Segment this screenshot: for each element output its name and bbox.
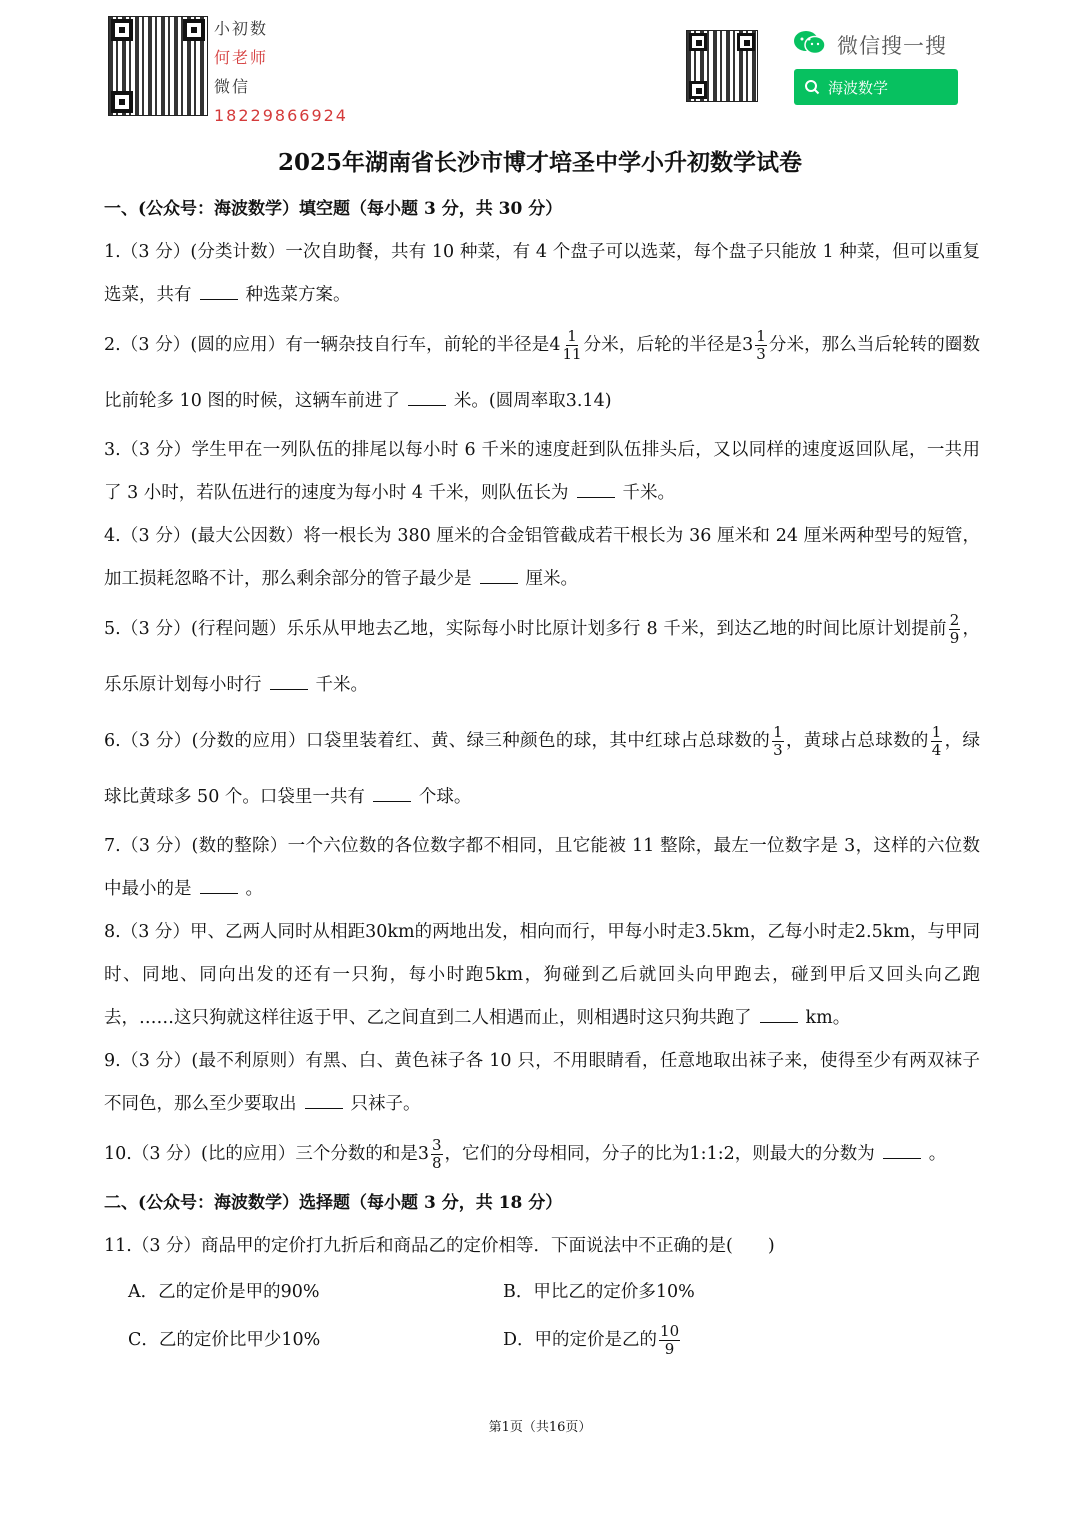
denominator: 11 [562, 345, 582, 363]
denominator: 4 [931, 741, 942, 759]
choice-options [104, 1268, 980, 1364]
answer-blank [883, 1157, 921, 1159]
section-heading: 二、(公众号：海波数学）选择题（每小题 3 分，共 18 分） [104, 1193, 563, 1213]
handwritten-contact [214, 14, 348, 130]
fraction [755, 328, 767, 363]
question-text: ，黄球占总球数的 [785, 731, 929, 751]
numerator: 1 [567, 327, 577, 345]
question-text: 2.（3 分）(圆的应用）有一辆杂技自行车，前轮的半径是 [104, 335, 550, 355]
fraction [772, 724, 784, 759]
question-tail: 千米。 [622, 483, 676, 503]
question-9 [104, 1040, 980, 1126]
question-7 [104, 825, 980, 911]
answer-blank [408, 404, 446, 406]
option-c: C．乙的定价比甲少10% [128, 1330, 321, 1350]
question-text: 9.（3 分）(最不利原则）有黑、白、黄色袜子各 10 只，不用眼睛看，任意地取出袜子来，使得至少有两双袜子不同色，那么至少要取出 [104, 1051, 980, 1114]
question-1 [104, 231, 980, 317]
question-text: 5.（3 分）(行程问题）乐乐从甲地去乙地，实际每小时比原计划多行 8 千米，到达乙地的时间比原计划提前 [104, 619, 947, 639]
question-text: 8.（3 分）甲、乙两人同时从相距30km的两地出发，相向而行，甲每小时走3.5km，乙每小时走2.5km，与甲同时、同地、同向出发的还有一只狗，每小时跑5km，狗碰到乙后就回头向甲跑去，碰到甲后又回头向乙跑去，……这只狗就这样往返于甲、乙之间直到二人相遇而止，则相遇时这只狗共跑了 [104, 922, 980, 1028]
option-b: B．甲比乙的定价多10% [503, 1282, 695, 1302]
whole-part: 3 [742, 335, 754, 355]
denominator: 9 [664, 1340, 675, 1358]
question-text: 3.（3 分）学生甲在一列队伍的排尾以每小时 6 千米的速度赶到队伍排头后，又以同样的速度返回队尾，一共用了 3 小时，若队伍进行的速度为每小时 4 千米，则队伍长为 [104, 440, 980, 503]
question-text: 分米，后轮的半径是 [583, 335, 743, 355]
handwriting-phone: 18229866924 [214, 106, 348, 125]
exam-content [104, 188, 980, 1364]
search-icon [804, 79, 820, 95]
fraction [659, 1323, 680, 1358]
question-text: ，乐乐原计划每小时行 [104, 619, 981, 695]
question-text: ，绿球比黄球多 50 个。口袋里一共有 [104, 731, 981, 807]
wechat-search-title: 微信搜一搜 [837, 34, 947, 58]
numerator: 1 [931, 723, 942, 741]
denominator: 3 [756, 345, 766, 363]
option-d [503, 1316, 903, 1364]
answer-blank [270, 688, 308, 690]
question-tail: 千米。 [315, 675, 368, 695]
question-tail: 米。(圆周率取3.14) [453, 391, 612, 411]
header [0, 14, 1080, 124]
answer-blank [305, 1107, 343, 1109]
question-8 [104, 911, 980, 1040]
handwriting-line: 何老师 [214, 48, 269, 67]
whole-part: 4 [549, 335, 561, 355]
mixed-number [417, 1136, 445, 1172]
question-2 [104, 317, 980, 429]
question-5 [104, 601, 980, 713]
question-tail: 。 [928, 1144, 947, 1164]
wechat-search-box[interactable] [794, 69, 958, 105]
question-tail: 只袜子。 [350, 1094, 421, 1114]
denominator: 8 [432, 1154, 442, 1172]
question-4 [104, 515, 980, 601]
numerator: 2 [949, 611, 960, 629]
mixed-number [742, 327, 769, 363]
wechat-search-brand [793, 28, 963, 68]
question-text: 10.（3 分）(比的应用）三个分数的和是 [104, 1144, 418, 1164]
numerator: 1 [756, 327, 766, 345]
question-tail: 个球。 [418, 787, 472, 807]
fraction [931, 724, 943, 759]
whole-part: 3 [417, 1144, 429, 1164]
answer-blank [480, 582, 518, 584]
question-tail: km。 [805, 1008, 851, 1028]
question-tail: 种选菜方案。 [245, 285, 351, 305]
numerator: 1 [773, 723, 783, 741]
answer-blank [373, 800, 411, 802]
question-3 [104, 429, 980, 515]
question-text: 分米，那么当后轮转的圈数比前轮多 10 图的时候，这辆车前进了 [104, 335, 980, 411]
denominator: 3 [773, 741, 783, 759]
question-text: ，它们的分母相同，分子的比为1:1:2，则最大的分数为 [444, 1144, 875, 1164]
qr-code-left [108, 16, 208, 116]
mixed-number [549, 327, 583, 363]
question-text: 7.（3 分）(数的整除）一个六位数的各位数字都不相同，且它能被 11 整除，最左一位数字是 3，这样的六位数中最小的是 [104, 836, 980, 899]
question-tail: 。 [245, 879, 263, 899]
page-footer: 第1页（共16页） [488, 1420, 592, 1435]
answer-blank [577, 496, 615, 498]
answer-blank [200, 298, 238, 300]
handwriting-line: 小初数 [214, 19, 269, 38]
wechat-icon [793, 30, 827, 56]
handwriting-line: 微信 [214, 77, 251, 96]
numerator: 10 [660, 1322, 680, 1340]
page-title: 2025年湖南省长沙市博才培圣中学小升初数学试卷 [277, 149, 802, 176]
denominator: 9 [949, 629, 960, 647]
option-a: A．乙的定价是甲的90% [128, 1282, 320, 1302]
question-tail: 厘米。 [525, 569, 578, 589]
fraction [431, 1137, 443, 1172]
section-heading: 一、(公众号：海波数学）填空题（每小题 3 分，共 30 分） [104, 199, 563, 219]
question-11 [104, 1225, 980, 1268]
fraction [562, 328, 581, 363]
question-text: 1.（3 分）(分类计数）一次自助餐，共有 10 种菜，有 4 个盘子可以选菜，每个盘子只能放 1 种菜，但可以重复选菜，共有 [104, 242, 980, 305]
qr-code-right [686, 30, 758, 102]
question-text: 11.（3 分）商品甲的定价打九折后和商品乙的定价相等．下面说法中不正确的是( ) [104, 1236, 775, 1256]
answer-blank [200, 892, 238, 894]
answer-blank [760, 1021, 798, 1023]
wechat-search-query: 海波数学 [828, 78, 889, 97]
fraction [949, 612, 961, 647]
question-6 [104, 713, 980, 825]
numerator: 3 [432, 1136, 442, 1154]
question-text: 6.（3 分）(分数的应用）口袋里装着红、黄、绿三种颜色的球，其中红球占总球数的 [104, 731, 771, 751]
question-text: 4.（3 分）(最大公因数）将一根长为 380 厘米的合金铝管截成若干根长为 36 厘米和 24 厘米两种型号的短管，加工损耗忽略不计，那么剩余部分的管子最少是 [104, 526, 980, 589]
option-d-text: D．甲的定价是乙的 [503, 1330, 658, 1350]
question-10 [104, 1126, 980, 1182]
